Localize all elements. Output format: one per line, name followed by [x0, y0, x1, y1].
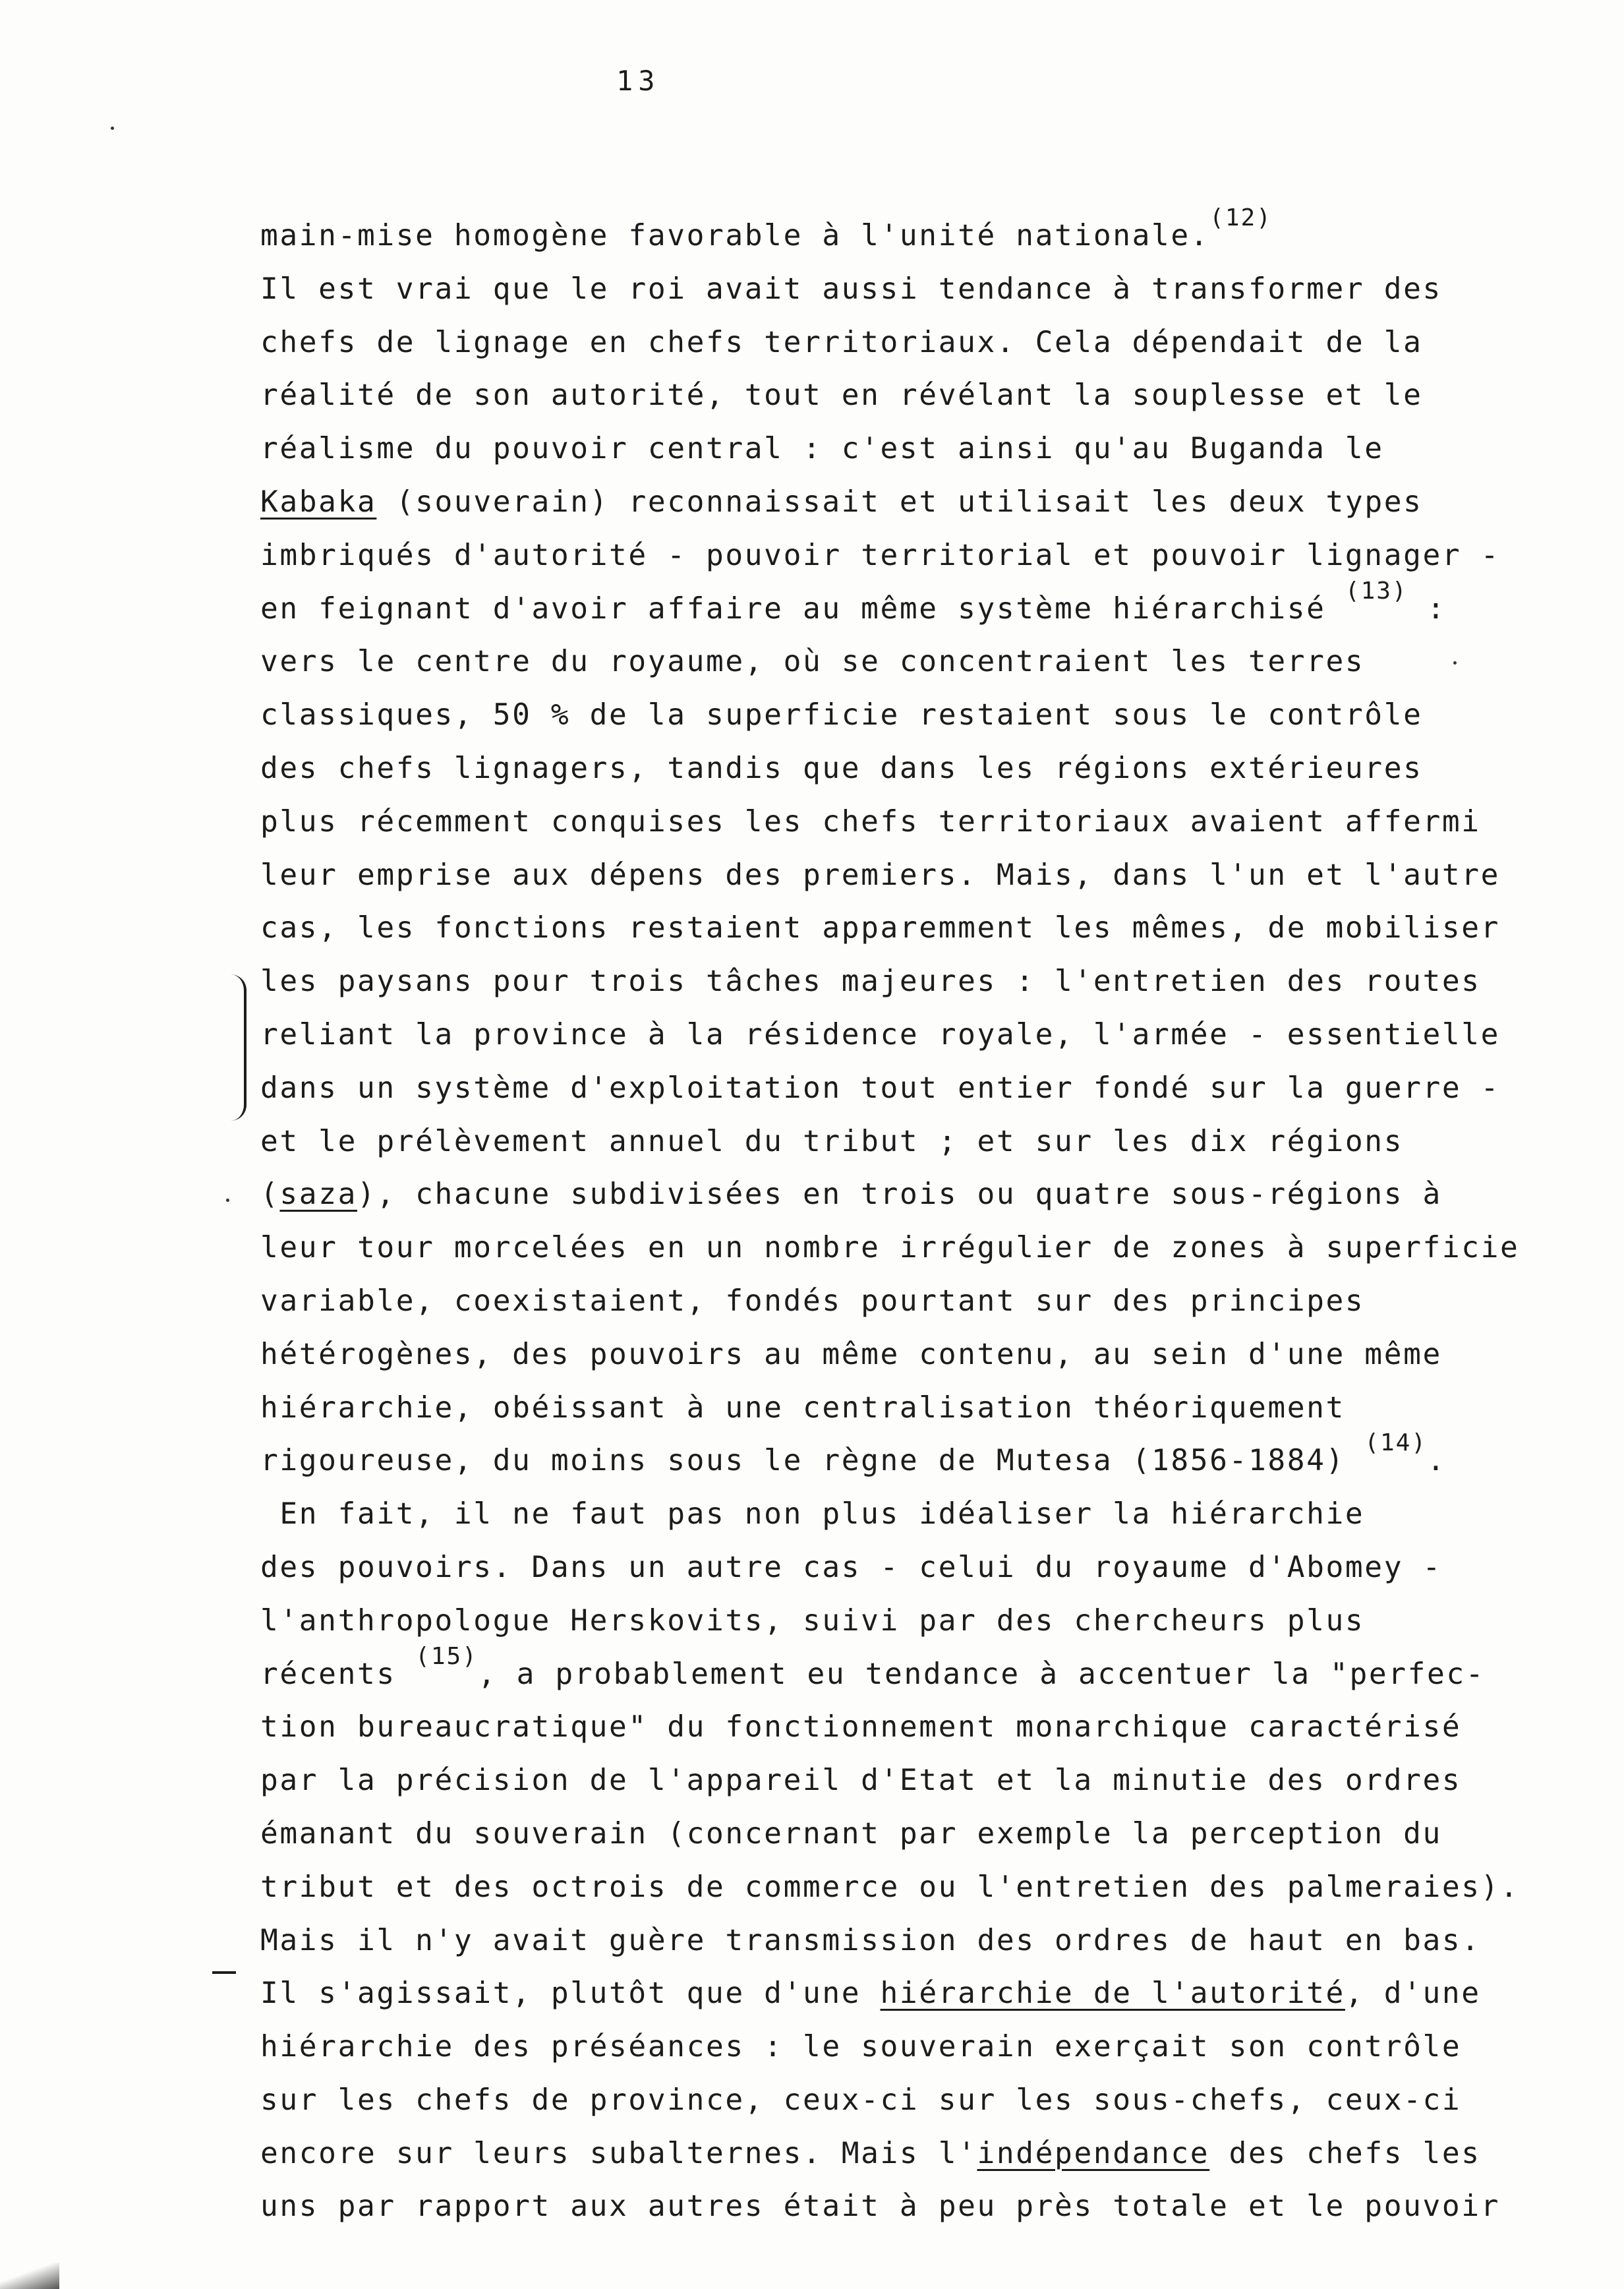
- line-text: leur emprise aux dépens des premiers. Mais, dans l'un et l'autre: [260, 858, 1501, 892]
- line-text: leur tour morcelées en un nombre irrégulier de zones à superficie: [260, 1231, 1520, 1265]
- line-text: hiérarchie des préséances : le souverain exerçait son contrôle: [260, 2030, 1462, 2064]
- text-line: [260, 1062, 1532, 1115]
- text-line: [260, 1115, 1532, 1169]
- footnote-reference: (15): [415, 1642, 478, 1670]
- text-line: [260, 1541, 1532, 1595]
- line-text: imbriqués d'autorité - pouvoir territorial et pouvoir lignager -: [260, 538, 1501, 572]
- line-text: sur les chefs de province, ceux-ci sur les sous-chefs, ceux-ci: [260, 2083, 1462, 2117]
- margin-dot-mark: [111, 127, 114, 130]
- body-text: [260, 204, 1532, 2234]
- line-text: uns par rapport aux autres était à peu près totale et le pouvoir: [260, 2189, 1501, 2224]
- line-text: Il est vrai que le roi avait aussi tendance à transformer des: [260, 272, 1442, 306]
- line-text: des pouvoirs. Dans un autre cas - celui du royaume d'Abomey -: [260, 1550, 1442, 1584]
- line-text: réalisme du pouvoir central : c'est ainsi qu'au Buganda le: [260, 432, 1384, 466]
- text-line: [260, 1701, 1532, 1754]
- text-line: [260, 1861, 1532, 1915]
- text-line: [260, 263, 1532, 316]
- text-line: [260, 2180, 1532, 2234]
- text-line: [260, 316, 1532, 370]
- line-text: réalité de son autorité, tout en révélant la souplesse et le: [260, 378, 1423, 413]
- underlined-term: indépendance: [977, 2136, 1210, 2170]
- line-text: , a probablement eu tendance à accentuer la "perfec-: [477, 1657, 1486, 1691]
- line-text: rigoureuse, du moins sous le règne de Mutesa (1856-1884): [260, 1444, 1365, 1478]
- line-text: reliant la province à la résidence royale, l'armée - essentielle: [260, 1017, 1501, 1052]
- line-text: encore sur leurs subalternes. Mais l': [260, 2136, 977, 2170]
- line-text: récents: [260, 1657, 416, 1691]
- text-line: [260, 689, 1532, 742]
- text-line: [260, 1808, 1532, 1861]
- text-line: [260, 1429, 1532, 1488]
- line-text: classiques, 50 % de la superficie restaient sous le contrôle: [260, 698, 1423, 732]
- line-text: des chefs les: [1209, 2136, 1481, 2170]
- underlined-term: saza: [279, 1177, 357, 1212]
- text-line: [260, 1488, 1532, 1541]
- line-text: et le prélèvement annuel du tribut ; et sur les dix régions: [260, 1124, 1404, 1158]
- footnote-reference: (12): [1209, 204, 1272, 231]
- text-line: [260, 2074, 1532, 2127]
- line-text: (souverain) reconnaissait et utilisait les deux types: [376, 485, 1423, 519]
- line-text: ), chacune subdivisées en trois ou quatre sous-régions à: [357, 1177, 1442, 1212]
- line-text: dans un système d'exploitation tout entier fondé sur la guerre -: [260, 1071, 1501, 1105]
- text-line: [260, 1967, 1532, 2021]
- line-text: plus récemment conquises les chefs territoriaux avaient affermi: [260, 804, 1481, 839]
- line-text: En fait, il ne faut pas non plus idéaliser la hiérarchie: [260, 1497, 1365, 1531]
- text-line: [260, 204, 1532, 263]
- line-text: tribut et des octrois de commerce ou l'entretien des palmeraies).: [260, 1870, 1520, 1904]
- line-text: par la précision de l'appareil d'Etat et la minutie des ordres: [260, 1764, 1462, 1798]
- underlined-term: Kabaka: [260, 485, 377, 519]
- line-text: en feignant d'avoir affaire au même système hiérarchisé: [260, 591, 1345, 626]
- line-text: , d'une: [1345, 1977, 1481, 2011]
- text-line: [260, 1595, 1532, 1648]
- text-line: [260, 1754, 1532, 1808]
- line-text: chefs de lignage en chefs territoriaux. Cela dépendait de la: [260, 325, 1423, 359]
- line-text: (: [260, 1177, 280, 1212]
- text-line: [260, 476, 1532, 529]
- line-text: vers le centre du royaume, où se concentraient les terres: [260, 645, 1365, 679]
- text-line: [260, 1915, 1532, 1968]
- line-text: l'anthropologue Herskovits, suivi par des chercheurs plus: [260, 1603, 1365, 1638]
- line-text: .: [1427, 1444, 1447, 1478]
- line-text: Mais il n'y avait guère transmission des ordres de haut en bas.: [260, 1923, 1481, 1957]
- line-text: émanant du souverain (concernant par exemple la perception du: [260, 1816, 1442, 1851]
- text-line: [260, 423, 1532, 476]
- underlined-term: hiérarchie de l'autorité: [880, 1977, 1345, 2011]
- line-text: cas, les fonctions restaient apparemment les mêmes, de mobiliser: [260, 911, 1501, 945]
- text-line: [260, 2127, 1532, 2181]
- line-text: main-mise homogène favorable à l'unité nationale.: [260, 219, 1210, 253]
- page-number: 13: [616, 65, 660, 97]
- line-text: des chefs lignagers, tandis que dans les régions extérieures: [260, 751, 1423, 785]
- text-line: [260, 1382, 1532, 1435]
- text-line: [260, 369, 1532, 423]
- text-line: [260, 529, 1532, 583]
- footnote-reference: (14): [1364, 1429, 1428, 1457]
- text-line: [260, 742, 1532, 796]
- line-text: hétérogènes, des pouvoirs au même contenu, au sein d'une même: [260, 1337, 1442, 1371]
- text-line: [260, 849, 1532, 903]
- line-text: hiérarchie, obéissant à une centralisation théoriquement: [260, 1390, 1345, 1425]
- line-text: tion bureaucratique" du fonctionnement monarchique caractérisé: [260, 1710, 1462, 1744]
- margin-dash-mark: [212, 1971, 236, 1974]
- line-text: les paysans pour trois tâches majeures : l'entretien des routes: [260, 965, 1481, 999]
- text-line: [260, 2021, 1532, 2074]
- scan-edge-shadow: [0, 2263, 59, 2289]
- text-line: [260, 902, 1532, 955]
- margin-bracket-mark: [231, 974, 246, 1121]
- text-line: [260, 1642, 1532, 1702]
- text-line: [260, 1009, 1532, 1062]
- text-line: [260, 1168, 1532, 1222]
- text-line: [260, 955, 1532, 1009]
- text-line: [260, 577, 1532, 636]
- footnote-reference: (13): [1345, 577, 1408, 605]
- text-line: [260, 636, 1532, 689]
- line-text: :: [1407, 591, 1447, 626]
- text-line: [260, 1328, 1532, 1382]
- line-text: variable, coexistaient, fondés pourtant sur des principes: [260, 1284, 1365, 1318]
- text-line: [260, 796, 1532, 849]
- line-text: Il s'agissait, plutôt que d'une: [260, 1977, 881, 2011]
- text-line: [260, 1222, 1532, 1275]
- margin-dot-mark: [226, 1199, 229, 1202]
- text-line: [260, 1275, 1532, 1328]
